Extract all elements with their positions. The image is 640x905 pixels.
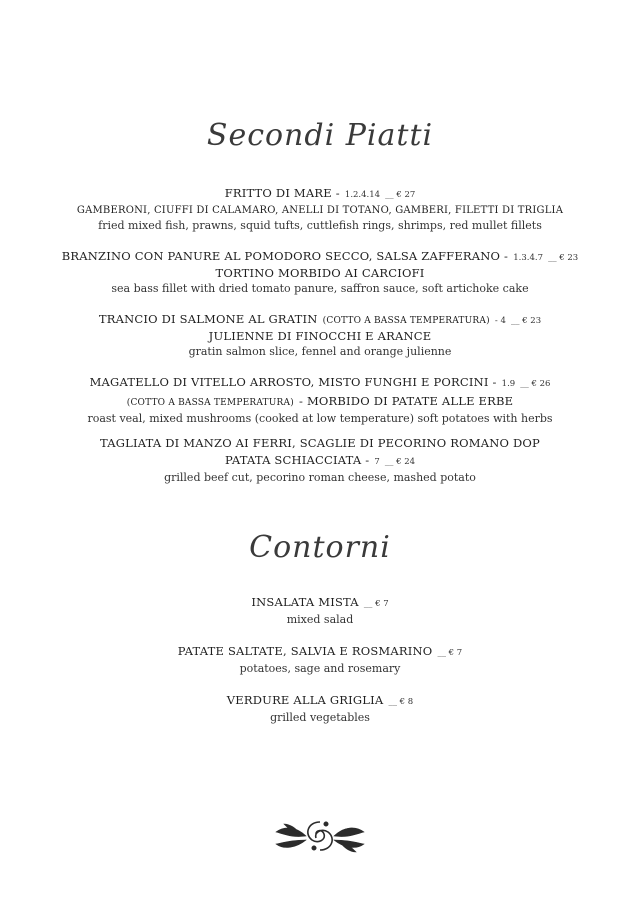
item-name: FRITTO DI MARE - [224, 186, 340, 200]
item-description-en: grilled beef cut, pecorino roman cheese, mashed potato [164, 471, 476, 484]
item-title-line [20, 691, 620, 710]
menu-item [20, 310, 620, 359]
item-name: MAGATELLO DI VITELLO ARROSTO, MISTO FUNGHI E PORCINI - [89, 375, 497, 389]
contorni-title: Contorni [249, 530, 391, 565]
item-price: __ € 24 [384, 457, 416, 467]
floral-ornament-icon [270, 812, 370, 860]
item-description-it: PATATA SCHIACCIATA - [224, 453, 370, 467]
item-price: __ € 7 [437, 648, 463, 658]
item-description-en: mixed salad [286, 613, 354, 626]
item-name: TRANCIO DI SALMONE AL GRATIN [98, 312, 318, 326]
item-description-en: gratin salmon slice, fennel and orange julienne [188, 345, 452, 358]
item-description-it: JULIENNE DI FINOCCHI E ARANCE [208, 329, 432, 343]
item-name: BRANZINO CON PANURE AL POMODORO SECCO, SALSA ZAFFERANO - [61, 249, 509, 263]
item-allergens: 1.3.4.7 [513, 253, 543, 263]
side-item [20, 691, 620, 725]
side-item [20, 593, 620, 627]
item-title-line [20, 593, 620, 612]
item-title-line [20, 247, 620, 266]
menu-item [20, 184, 620, 233]
item-description-en: sea bass fillet with dried tomato panure, saffron sauce, soft artichoke cake [111, 282, 529, 295]
item-description-en: fried mixed fish, prawns, squid tufts, cuttlefish rings, shrimps, red mullet fillets [98, 219, 542, 232]
item-title-line [20, 642, 620, 661]
menu-item [20, 373, 620, 426]
menu-item [20, 436, 620, 485]
item-name: PATATE SALTATE, SALVIA E ROSMARINO [177, 644, 433, 658]
item-description-it: GAMBERONI, CIUFFI DI CALAMARO, ANELLI DI TOTANO, GAMBERI, FILETTI DI TRIGLIA [76, 205, 564, 216]
item-price: __ € 23 [548, 253, 579, 263]
item-name: INSALATA MISTA [251, 595, 359, 609]
side-item [20, 642, 620, 676]
item-price: __ € 8 [388, 697, 414, 707]
item-description-it: TORTINO MORBIDO AI CARCIOFI [215, 266, 425, 280]
item-allergens: 7 [374, 457, 380, 467]
secondi-title: Secondi Piatti [206, 118, 434, 153]
item-allergens: 1.2.4.14 [344, 190, 381, 200]
menu-item [20, 247, 620, 296]
item-price: __ € 23 [510, 316, 542, 326]
item-name: VERDURE ALLA GRIGLIA [226, 693, 384, 707]
item-name: TAGLIATA DI MANZO AI FERRI, SCAGLIE DI PECORINO ROMANO DOP [100, 436, 540, 450]
item-description-en: roast veal, mixed mushrooms (cooked at low temperature) soft potatoes with herbs [87, 412, 553, 425]
item-description-en: potatoes, sage and rosemary [239, 662, 401, 675]
item-cooking-note: (COTTO A BASSA TEMPERATURA) [126, 398, 294, 408]
item-allergens: 1.9 [501, 379, 516, 389]
item-subtitle-line [20, 392, 620, 411]
item-title-line [20, 373, 620, 392]
item-price: __ € 27 [385, 190, 416, 200]
item-subtitle-line [20, 451, 620, 470]
item-description-it: - MORBIDO DI PATATE ALLE ERBE [299, 394, 514, 408]
item-price: __ € 26 [520, 379, 551, 389]
item-cooking-note: (COTTO A BASSA TEMPERATURA) [322, 316, 490, 326]
item-description-en: grilled vegetables [270, 711, 370, 724]
item-price: __ € 7 [363, 599, 389, 609]
item-title-line [20, 310, 620, 329]
item-allergens: - 4 [494, 316, 506, 326]
item-title-line [20, 184, 620, 203]
